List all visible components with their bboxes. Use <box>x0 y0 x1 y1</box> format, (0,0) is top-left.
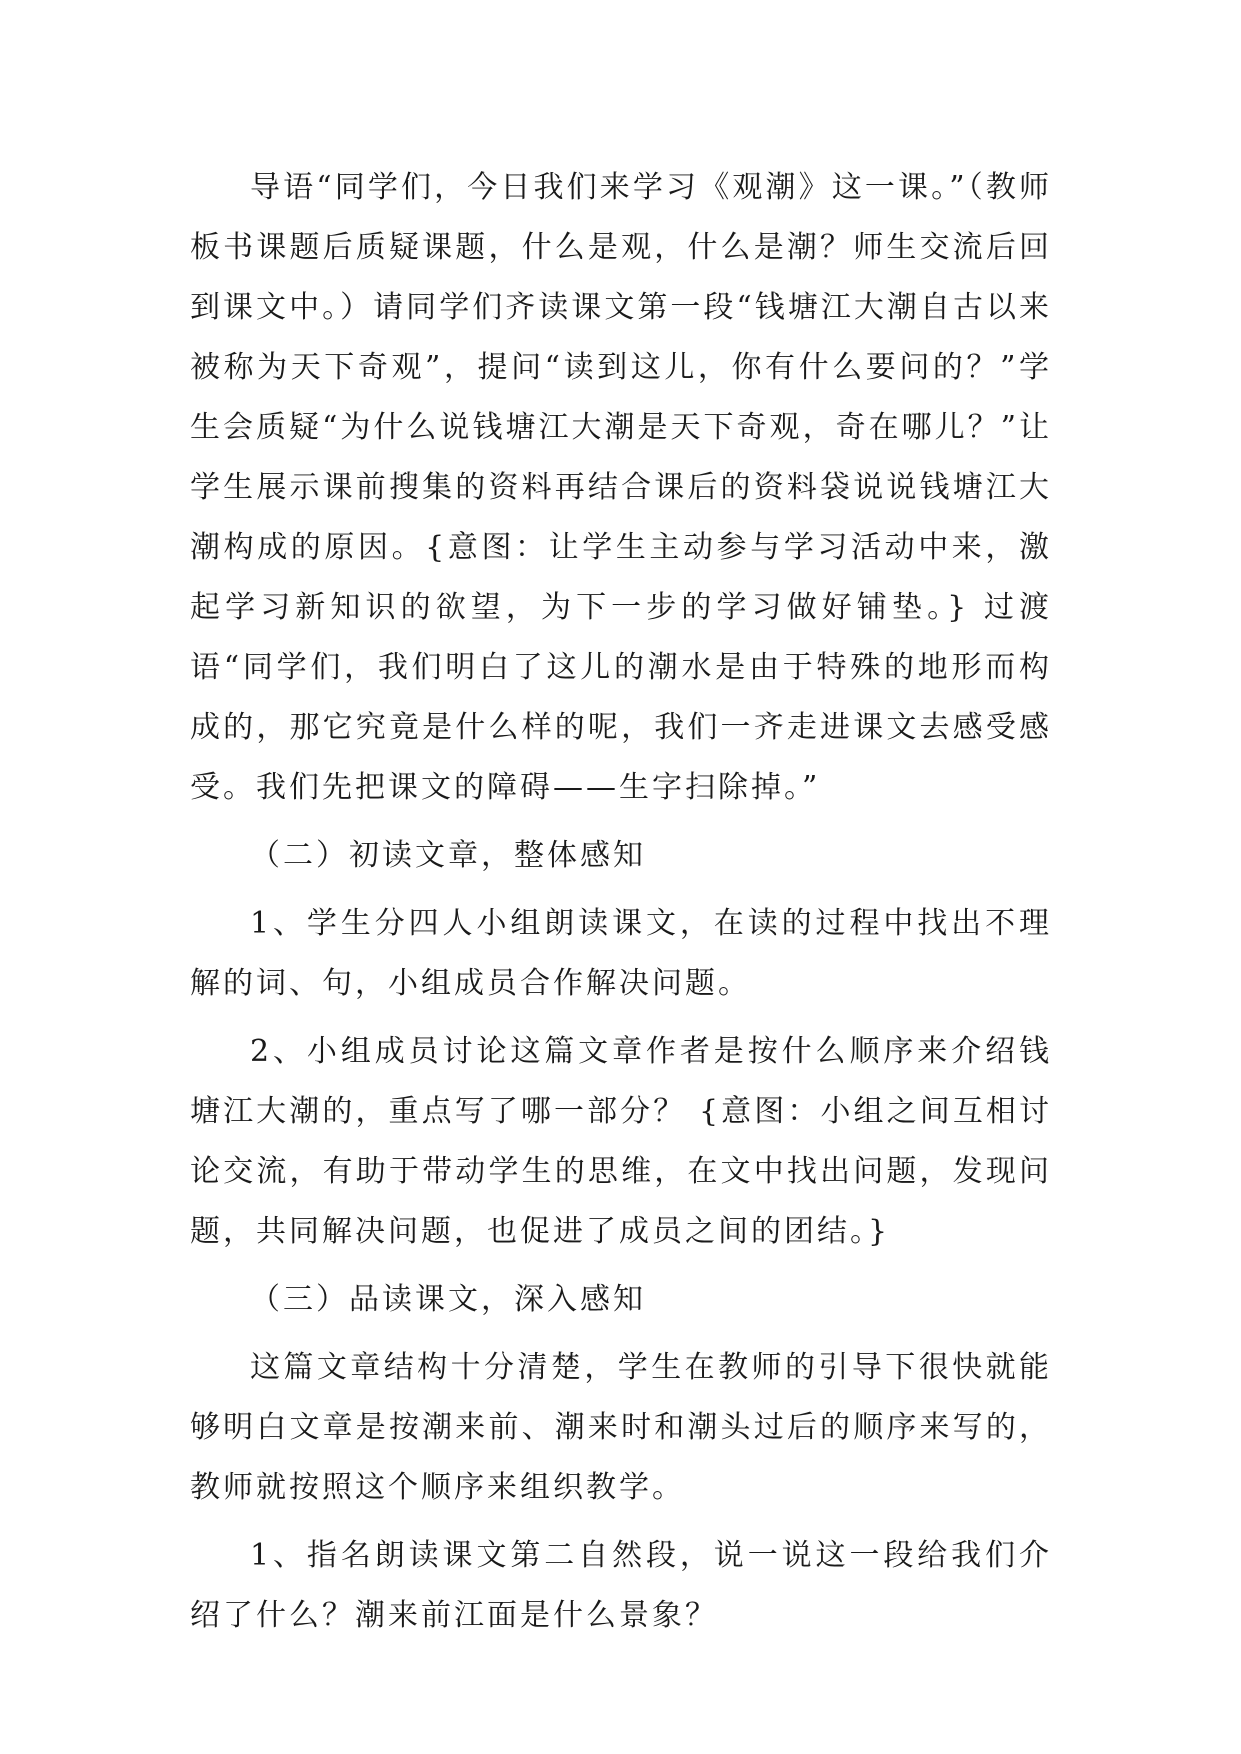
spacer <box>190 818 1052 826</box>
paragraph-structure: 这篇文章结构十分清楚，学生在教师的引导下很快就能够明白文章是按潮来前、潮来时和潮头过后的顺序来写的，教师就按照这个顺序来组织教学。 <box>190 1350 1052 1505</box>
spacer <box>190 886 1052 894</box>
spacer <box>190 1518 1052 1526</box>
paragraph-step-2: 2、小组成员讨论这篇文章作者是按什么顺序来介绍钱塘江大潮的，重点写了哪一部分？ {意图：小组之间互相讨论交流，有助于带动学生的思维，在文中找出问题，发现问题，共同解决问题，也促进了成员之间的团结。} <box>190 1034 1052 1249</box>
paragraph-intro: 导语“同学们，今日我们来学习《观潮》这一课。”（教师板书课题后质疑课题，什么是观，什么是潮？师生交流后回到课文中。）请同学们齐读课文第一段“钱塘江大潮自古以来被称为天下奇观”，提问“读到这儿，你有什么要问的？”学生会质疑“为什么说钱塘江大潮是天下奇观，奇在哪儿？”让学生展示课前搜集的资料再结合课后的资料袋说说钱塘江大潮构成的原因。{意图：让学生主动参与学习活动中来，激起学习新知识的欲望，为下一步的学习做好铺垫。} 过渡语“同学们，我们明白了这儿的潮水是由于特殊的地形而构成的，那它究竟是什么样的呢，我们一齐走进课文去感受感受。我们先把课文的障碍——生字扫除掉。” <box>190 170 1052 805</box>
paragraph-step-1: 1、学生分四人小组朗读课文，在读的过程中找出不理解的词、句，小组成员合作解决问题。 <box>190 906 1052 1001</box>
spacer <box>190 1014 1052 1022</box>
spacer <box>190 1262 1052 1270</box>
document-page <box>190 158 1052 1646</box>
paragraph-step-3: 1、指名朗读课文第二自然段，说一说这一段给我们介绍了什么？潮来前江面是什么景象？ <box>190 1538 1052 1633</box>
spacer <box>190 1330 1052 1338</box>
section-heading-3: （三）品读课文，深入感知 <box>250 1282 646 1317</box>
section-heading-2: （二）初读文章，整体感知 <box>250 838 646 873</box>
